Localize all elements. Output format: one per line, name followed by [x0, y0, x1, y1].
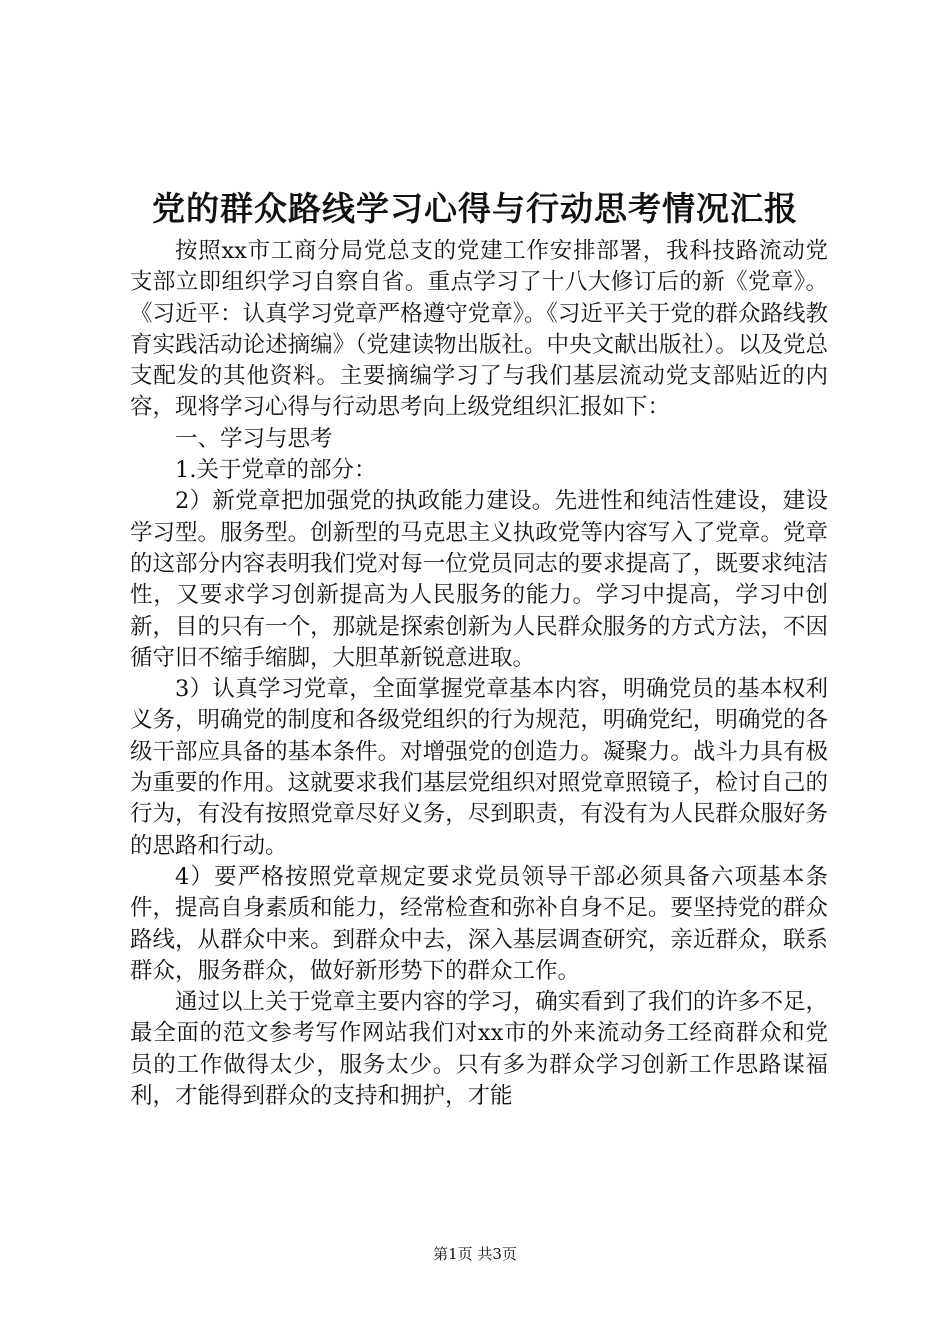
section-heading: 一、学习与思考 — [175, 425, 333, 452]
paragraph-item-2: 2）新党章把加强党的执政能力建设。先进性和纯洁性建设，建设学习型。服务型。创新型的马克思主义执政党等内容写入了党章。党章的这部分内容表明我们党对每一位党员同志的要求提高了，既要求纯洁性，又要求学习创新提高为人民服务的能力。学习中提高，学习中创新，目的只有一个，那就是探索创新为人民群众服务的方式方法，不因循守旧不缩手缩脚，大胆革新锐意进取。 — [130, 488, 828, 671]
document-body — [130, 236, 828, 1112]
paragraph-item-4: 4）要严格按照党章规定要求党员领导干部必须具备六项基本条件，提高自身素质和能力，经常检查和弥补自身不足。要坚持党的群众路线，从群众中来。到群众中去，深入基层调查研究，亲近群众，联系群众，服务群众，做好新形势下的群众工作。 — [130, 863, 828, 984]
paragraph-summary: 通过以上关于党章主要内容的学习，确实看到了我们的许多不足，最全面的范文参考写作网站我们对xx市的外来流动务工经商群众和党员的工作做得太少，服务太少。只有多为群众学习创新工作思路谋福利，才能得到群众的支持和拥护，才能 — [130, 989, 828, 1110]
subsection-heading: 1.关于党章的部分： — [175, 457, 377, 484]
paragraph-item-3: 3）认真学习党章，全面掌握党章基本内容，明确党员的基本权利义务，明确党的制度和各级党组织的行为规范，明确党纪，明确党的各级干部应具备的基本条件。对增强党的创造力。凝聚力。战斗力具有极为重要的作用。这就要求我们基层党组织对照党章照镜子，检讨自己的行为，有没有按照党章尽好义务，尽到职责，有没有为人民群众服好务的思路和行动。 — [130, 676, 828, 859]
page-footer: 第1页 共3页 — [433, 1245, 517, 1263]
paragraph-intro: 按照xx市工商分局党总支的党建工作安排部署，我科技路流动党支部立即组织学习自察自省。重点学习了十八大修订后的新《党章》。《习近平：认真学习党章严格遵守党章》。《习近平关于党的群众路线教育实践活动论述摘编》（党建读物出版社。中央文献出版社）。以及党总支配发的其他资料。主要摘编学习了与我们基层流动党支部贴近的内容，现将学习心得与行动思考向上级党组织汇报如下： — [130, 238, 828, 421]
document-title: 党的群众路线学习心得与行动思考情况汇报 — [152, 189, 798, 228]
